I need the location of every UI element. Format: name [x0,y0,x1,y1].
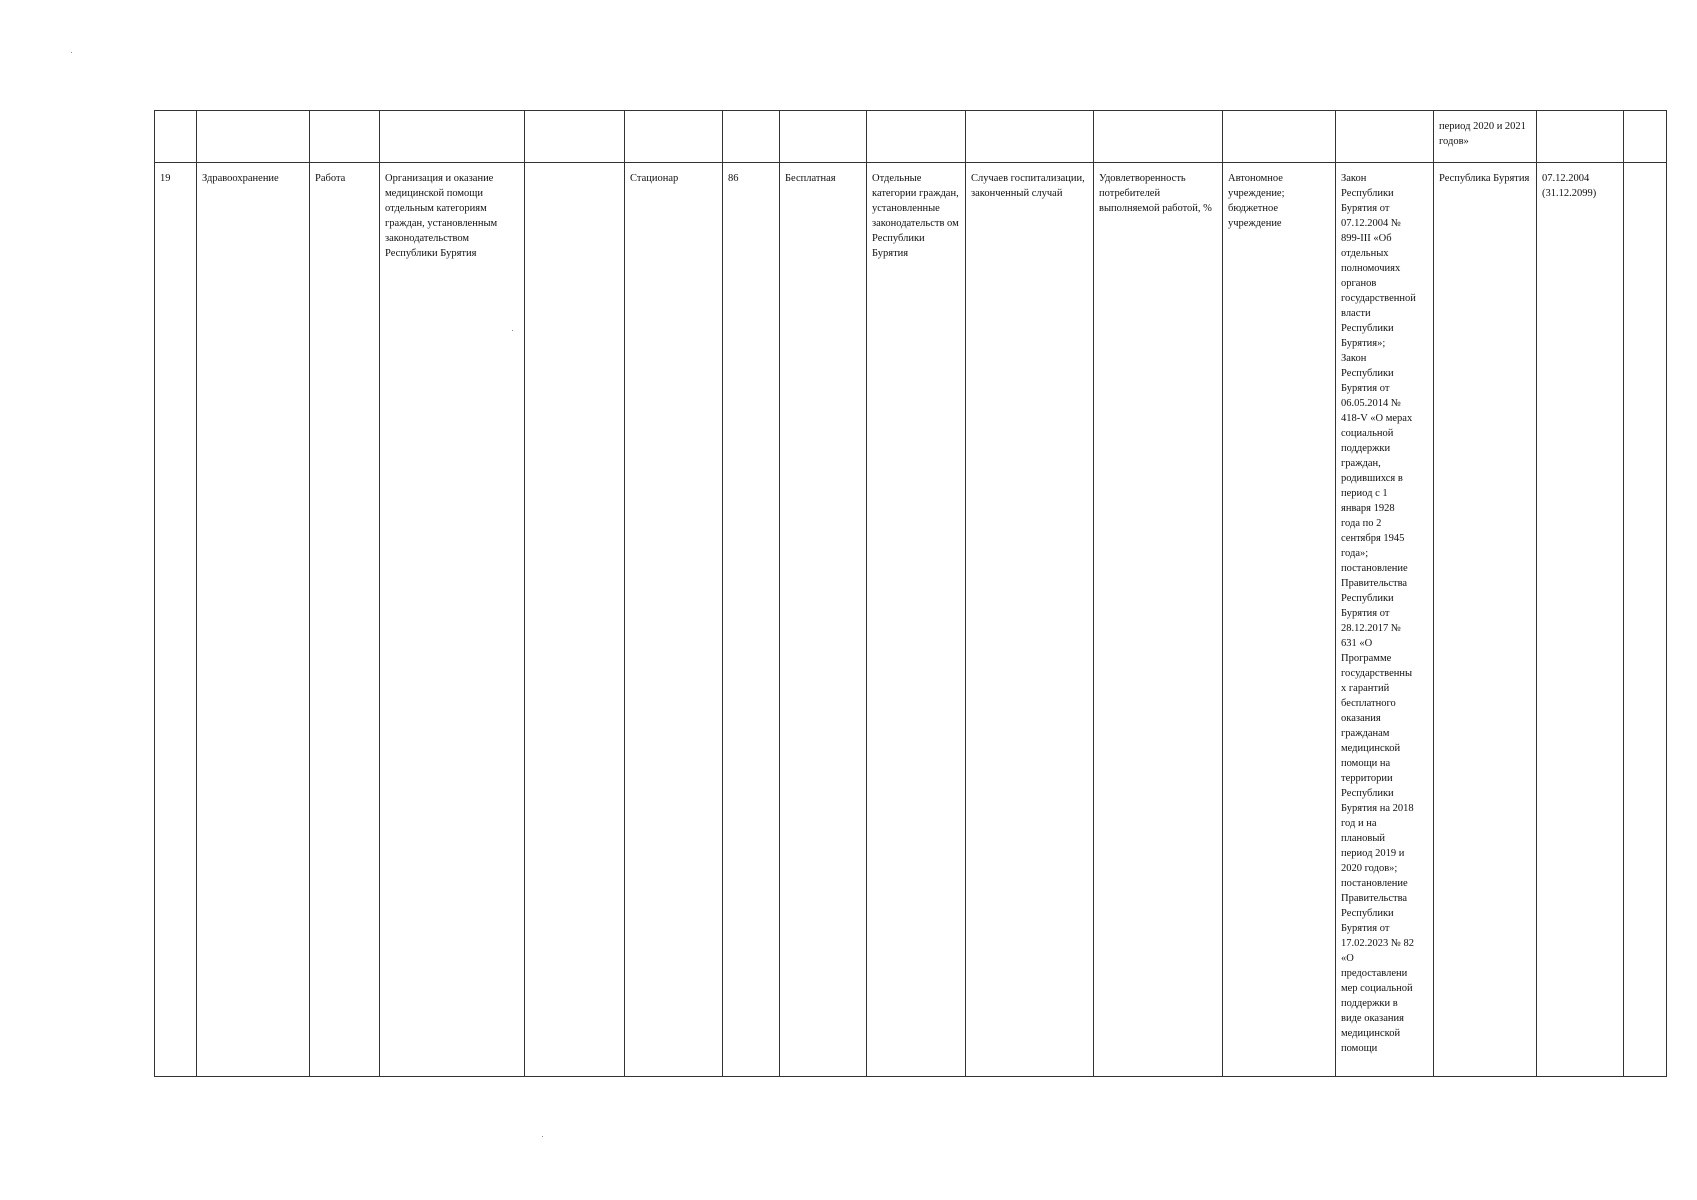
cell-empty [1624,111,1667,163]
cell-institution-type [1223,163,1336,1077]
legal-basis-line: социальной [1341,428,1394,439]
cell-name [380,163,525,1077]
legal-basis-line: помощи на [1341,758,1391,769]
cell-sphere [197,163,310,1077]
legal-basis-line: государственной [1341,293,1416,304]
legal-basis-line: Программе [1341,653,1392,664]
legal-basis-line: 06.05.2014 № [1341,398,1401,409]
institution-type-text: Автономное учреждение; бюджетное учреждение [1228,173,1285,229]
cell-empty [525,111,625,163]
legal-basis-line: медицинской [1341,1028,1401,1039]
type-text: Работа [315,173,346,184]
scan-speck [542,1136,543,1137]
legal-basis-line: период 2019 и [1341,848,1405,859]
legal-basis-line: родившихся в [1341,473,1403,484]
legal-basis-line: Бурятия»; [1341,338,1386,349]
legal-basis-line: поддержки в [1341,998,1398,1009]
consumers-text: Отдельные категории граждан, установленные законодательств ом Республики Бурятия [872,173,959,259]
legal-basis-line: Республики [1341,368,1394,379]
legal-basis-line: полномочиях [1341,263,1401,274]
legal-basis-line: Бурятия от [1341,203,1390,214]
legal-basis-line: помощи [1341,1043,1378,1054]
legal-basis-line: территории [1341,773,1393,784]
legal-basis-line: сентября 1945 [1341,533,1405,544]
cell-empty [380,111,525,163]
cell-empty [197,111,310,163]
legal-basis-line: года по 2 [1341,518,1382,529]
legal-basis-line: 28.12.2017 № [1341,623,1401,634]
scan-speck [71,52,72,53]
legal-basis-line: 899-III «Об [1341,233,1392,244]
legal-basis-continuation-text: период 2020 и 2021 годов» [1439,121,1526,147]
payment-text: Бесплатная [785,173,836,184]
cell-empty [966,111,1094,163]
cell-empty [780,111,867,163]
cell-payment [780,163,867,1077]
legal-basis-line: бесплатного [1341,698,1396,709]
legal-basis-line: поддержки [1341,443,1391,454]
cell-region [1434,163,1537,1077]
legal-basis-line: 631 «О [1341,638,1373,649]
sphere-text: Здравоохранение [202,173,279,184]
cell-dates [1537,163,1624,1077]
cell-last [1624,163,1667,1077]
legal-basis-line: гражданам [1341,728,1390,739]
legal-basis-line: постановление [1341,878,1408,889]
legal-basis-line: плановый [1341,833,1386,844]
legal-basis-line: х гарантий [1341,683,1390,694]
cell-consumers [867,163,966,1077]
legal-basis-line: Бурятия от [1341,923,1390,934]
cell-empty [867,111,966,163]
legal-basis-line: 418-V «О мерах [1341,413,1413,424]
legal-basis-line: Республики [1341,908,1394,919]
legal-basis-line: год и на [1341,818,1377,829]
legal-basis-line: Правительства [1341,578,1408,589]
legal-basis-line: Республики [1341,323,1394,334]
legal-basis-line: граждан, [1341,458,1381,469]
legal-basis-line: января 1928 [1341,503,1395,514]
quality-indicator-text: Удовлетворенность потребителей выполняемой работой, % [1099,173,1212,214]
legal-basis-line: органов [1341,278,1377,289]
services-table [154,110,1667,1077]
cell-empty [625,111,723,163]
cell-type [310,163,380,1077]
legal-basis-line: 07.12.2004 № [1341,218,1401,229]
cell-condition [625,163,723,1077]
cell-code [723,163,780,1077]
cell-empty [1336,111,1434,163]
legal-basis-line: предоставлени [1341,968,1408,979]
cell-legal-basis-continuation [1434,111,1537,163]
legal-basis-line: отдельных [1341,248,1389,259]
legal-basis-line: Бурятия на 2018 [1341,803,1414,814]
legal-basis-line: Закон [1341,173,1367,184]
region-text: Республика Бурятия [1439,173,1530,184]
legal-basis-line: власти [1341,308,1371,319]
cell-empty [525,163,625,1077]
cell-empty [310,111,380,163]
legal-basis-line: медицинской [1341,743,1401,754]
legal-basis-line: 17.02.2023 № 82 [1341,938,1415,949]
legal-basis-line: Республики [1341,788,1394,799]
legal-basis-line: постановление [1341,563,1408,574]
legal-basis-line: Бурятия от [1341,383,1390,394]
legal-basis-line: период с 1 [1341,488,1388,499]
code-text: 86 [728,173,739,184]
legal-basis-line: «О [1341,953,1354,964]
volume-indicator-text: Случаев госпитализации, законченный случай [971,173,1085,199]
cell-empty [1537,111,1624,163]
legal-basis-line: Бурятия от [1341,608,1390,619]
legal-basis-line: Закон [1341,353,1367,364]
row-number: 19 [160,173,171,184]
cell-empty [723,111,780,163]
service-name-text: Организация и оказание медицинской помощи отдельным категориям граждан, установленным законодательством Республики Бурятия [385,173,498,259]
cell-quality-indicator [1094,163,1223,1077]
cell-empty [155,111,197,163]
cell-legal-basis [1336,163,1434,1077]
legal-basis-line: Республики [1341,593,1394,604]
cell-empty [1094,111,1223,163]
legal-basis-line: виде оказания [1341,1013,1404,1024]
legal-basis-line: Республики [1341,188,1394,199]
legal-basis-line: оказания [1341,713,1381,724]
dates-text: 07.12.2004 (31.12.2099) [1542,173,1597,199]
table-row-continuation [155,111,1667,163]
cell-volume-indicator [966,163,1094,1077]
table-row [155,163,1667,1077]
cell-number [155,163,197,1077]
cell-empty [1223,111,1336,163]
condition-text: Стационар [630,173,679,184]
legal-basis-line: Правительства [1341,893,1408,904]
legal-basis-line: государственны [1341,668,1413,679]
legal-basis-line: мер социальной [1341,983,1413,994]
legal-basis-line: 2020 годов»; [1341,863,1398,874]
legal-basis-line: года»; [1341,548,1369,559]
